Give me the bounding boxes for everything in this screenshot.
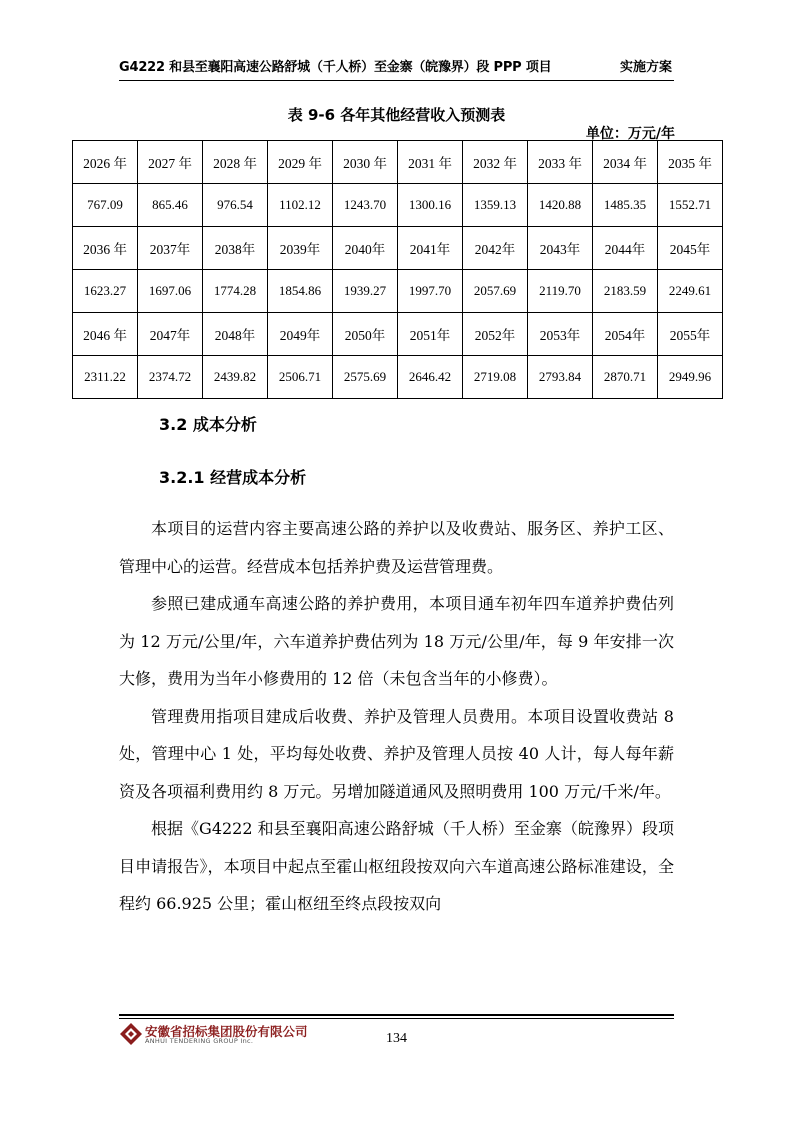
table-unit: 单位：万元/年 xyxy=(585,126,675,142)
value-cell: 2311.22 xyxy=(73,356,138,399)
value-cell: 976.54 xyxy=(203,184,268,227)
year-cell: 2031 年 xyxy=(398,141,463,184)
value-cell: 1623.27 xyxy=(73,270,138,313)
year-cell: 2030 年 xyxy=(333,141,398,184)
value-row xyxy=(73,184,723,227)
year-cell: 2045年 xyxy=(658,227,723,270)
year-cell: 2052年 xyxy=(463,313,528,356)
year-cell: 2044年 xyxy=(593,227,658,270)
year-cell: 2040年 xyxy=(333,227,398,270)
value-cell: 1102.12 xyxy=(268,184,333,227)
company-name-en: ANHUI TENDERING GROUP Inc. xyxy=(145,1037,254,1045)
year-cell: 2055年 xyxy=(658,313,723,356)
value-cell: 2719.08 xyxy=(463,356,528,399)
value-cell: 865.46 xyxy=(138,184,203,227)
year-cell: 2048年 xyxy=(203,313,268,356)
year-cell: 2046 年 xyxy=(73,313,138,356)
page-number: 134 xyxy=(386,1031,407,1046)
paragraph: 根据《G4222 和县至襄阳高速公路舒城（千人桥）至金寨（皖豫界）段项目申请报告》，本项目中起点至霍山枢纽段按双向六车道高速公路标准建设，全程约 66.925 公里；霍山枢纽至终点段按双向 xyxy=(119,819,674,913)
value-cell: 2439.82 xyxy=(203,356,268,399)
paragraph: 本项目的运营内容主要高速公路的养护以及收费站、服务区、养护工区、管理中心的运营。经营成本包括养护费及运营管理费。 xyxy=(119,519,674,576)
year-cell: 2053年 xyxy=(528,313,593,356)
header-divider xyxy=(119,80,674,81)
value-cell: 2646.42 xyxy=(398,356,463,399)
year-cell: 2049年 xyxy=(268,313,333,356)
value-cell: 2793.84 xyxy=(528,356,593,399)
year-cell: 2047年 xyxy=(138,313,203,356)
value-cell: 1939.27 xyxy=(333,270,398,313)
footer-divider-thin xyxy=(119,1018,674,1019)
year-cell: 2035 年 xyxy=(658,141,723,184)
year-row xyxy=(73,227,723,270)
value-cell: 2506.71 xyxy=(268,356,333,399)
value-row xyxy=(73,356,723,399)
value-cell: 767.09 xyxy=(73,184,138,227)
value-cell: 1420.88 xyxy=(528,184,593,227)
paragraph: 参照已建成通车高速公路的养护费用，本项目通车初年四车道养护费估列为 12 万元/公里/年，六车道养护费估列为 18 万元/公里/年，每 9 年安排一次大修，费用为当年小修费用的 12 倍（未包含当年的小修费）。 xyxy=(119,594,674,688)
value-cell: 2057.69 xyxy=(463,270,528,313)
value-cell: 2183.59 xyxy=(593,270,658,313)
header-title: G4222 和县至襄阳高速公路舒城（千人桥）至金寨（皖豫界）段 PPP 项目 xyxy=(119,60,552,75)
company-name-cn: 安徽省招标集团股份有限公司 xyxy=(145,1024,308,1039)
body-text xyxy=(119,510,674,923)
year-cell: 2036 年 xyxy=(73,227,138,270)
footer-divider xyxy=(119,1014,674,1016)
subsection-heading: 3.2.1 经营成本分析 xyxy=(159,468,307,487)
table-caption: 表 9-6 各年其他经营收入预测表 xyxy=(287,106,506,124)
header-section: 实施方案 xyxy=(619,60,672,75)
revenue-forecast-table xyxy=(72,140,723,399)
year-cell: 2039年 xyxy=(268,227,333,270)
year-cell: 2050年 xyxy=(333,313,398,356)
page-header xyxy=(119,52,674,76)
value-cell: 1359.13 xyxy=(463,184,528,227)
section-heading: 3.2 成本分析 xyxy=(159,415,257,434)
value-cell: 2374.72 xyxy=(138,356,203,399)
year-cell: 2042年 xyxy=(463,227,528,270)
paragraph: 管理费用指项目建成后收费、养护及管理人员费用。本项目设置收费站 8 处，管理中心 1 处，平均每处收费、养护及管理人员按 40 人计，每人每年薪资及各项福利费用约 8 万元。另增加隧道通风及照明费用 100 万元/千米/年。 xyxy=(119,706,674,801)
year-cell: 2054年 xyxy=(593,313,658,356)
year-cell: 2038年 xyxy=(203,227,268,270)
value-cell: 1552.71 xyxy=(658,184,723,227)
value-cell: 2949.96 xyxy=(658,356,723,399)
year-cell: 2026 年 xyxy=(73,141,138,184)
value-cell: 1997.70 xyxy=(398,270,463,313)
value-cell: 2575.69 xyxy=(333,356,398,399)
year-cell: 2028 年 xyxy=(203,141,268,184)
value-cell: 2870.71 xyxy=(593,356,658,399)
year-cell: 2051年 xyxy=(398,313,463,356)
year-cell: 2034 年 xyxy=(593,141,658,184)
year-cell: 2027 年 xyxy=(138,141,203,184)
value-cell: 1854.86 xyxy=(268,270,333,313)
value-cell: 1774.28 xyxy=(203,270,268,313)
value-cell: 1300.16 xyxy=(398,184,463,227)
value-cell: 2249.61 xyxy=(658,270,723,313)
year-cell: 2041年 xyxy=(398,227,463,270)
year-cell: 2029 年 xyxy=(268,141,333,184)
year-cell: 2037年 xyxy=(138,227,203,270)
value-cell: 2119.70 xyxy=(528,270,593,313)
year-row xyxy=(73,313,723,356)
year-cell: 2043年 xyxy=(528,227,593,270)
value-row xyxy=(73,270,723,313)
value-cell: 1243.70 xyxy=(333,184,398,227)
value-cell: 1485.35 xyxy=(593,184,658,227)
year-cell: 2032 年 xyxy=(463,141,528,184)
year-row xyxy=(73,141,723,184)
value-cell: 1697.06 xyxy=(138,270,203,313)
year-cell: 2033 年 xyxy=(528,141,593,184)
